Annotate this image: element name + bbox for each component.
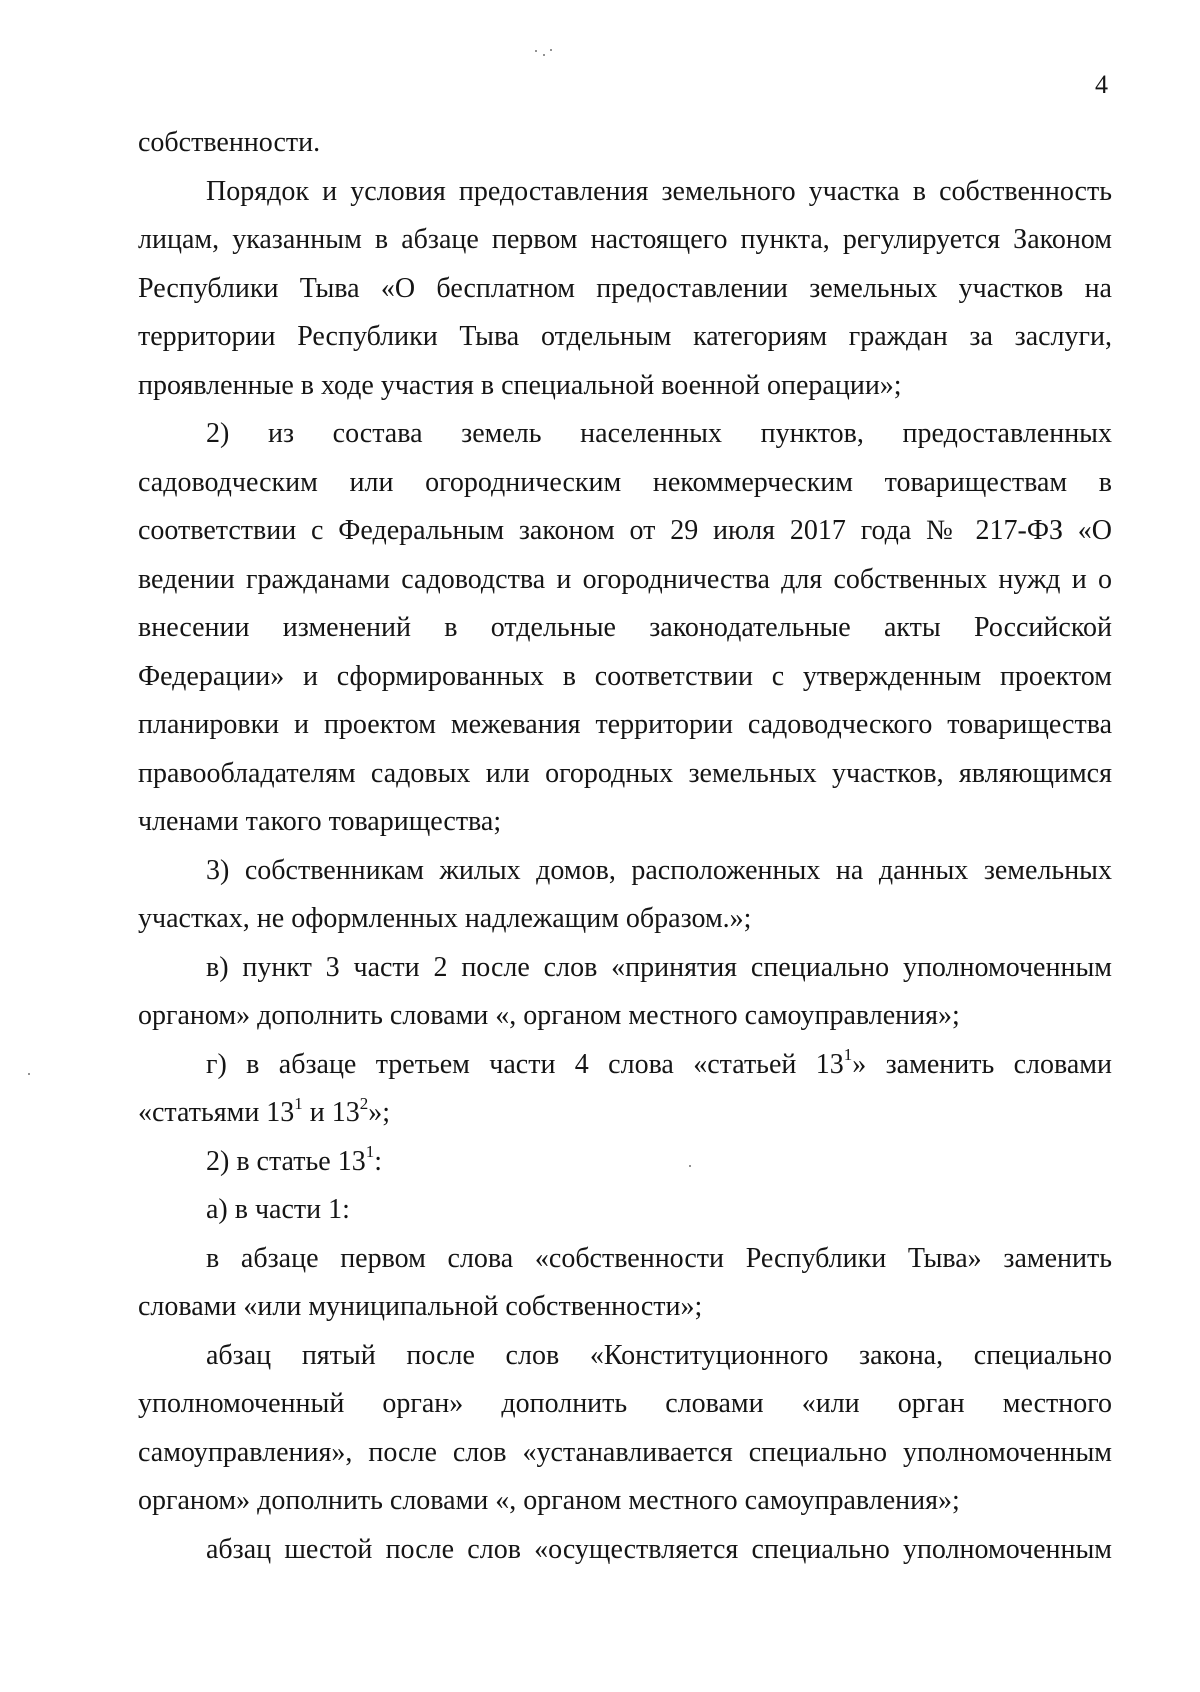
paragraph-abzac-1 [138, 1235, 1112, 1332]
superscript: 1 [294, 1093, 303, 1113]
paragraph-item-a [138, 1186, 1112, 1235]
scan-speck [535, 50, 537, 52]
text-line: уполномоченный орган» дополнить словами «или орган местного [138, 1388, 1112, 1419]
text-line: органом» дополнить словами «, органом местного самоуправления»; [138, 1000, 960, 1031]
text-line: Порядок и условия предоставления земельного участка в собственность [206, 175, 1112, 207]
text-fragment: г) в абзаце третьем части 4 слова «статьей 13 [206, 1048, 844, 1080]
text-line: внесении изменений в отдельные законодательные акты Российской [138, 612, 1112, 643]
text-line: территории Республики Тыва отдельным категориям граждан за заслуги, [138, 321, 1112, 352]
text-line: 2) из состава земель населенных пунктов, предоставленных [206, 418, 1112, 449]
paragraph-abzac-6 [138, 1526, 1112, 1575]
text-line: соответствии с Федеральным законом от 29 июля 2017 года № 217-ФЗ «О [138, 515, 1112, 546]
paragraph-item-2 [138, 410, 1112, 847]
text-line [138, 1041, 1112, 1090]
paragraph-abzac-5 [138, 1332, 1112, 1526]
superscript: 1 [843, 1045, 853, 1065]
text-fragment: «статьями 13 [138, 1097, 295, 1128]
text-line: лицам, указанным в абзаце первом настоящего пункта, регулируется Законом [138, 224, 1112, 255]
text-fragment: 2) в статье 13 [206, 1145, 366, 1177]
text-line: ведении гражданами садоводства и огородничества для собственных нужд и о [138, 563, 1112, 595]
text-line: садоводческим или огородническим некоммерческим товариществам в [138, 466, 1112, 498]
scan-speck [689, 1165, 691, 1167]
text-line: Федерации» и сформированных в соответствии с утвержденным проектом [138, 660, 1112, 692]
superscript: 2 [359, 1093, 369, 1113]
text-line: проявленные в ходе участия в специальной военной операции»; [138, 369, 902, 401]
text-line: органом» дополнить словами «, органом местного самоуправления»; [138, 1485, 960, 1516]
text-line: словами «или муниципальной собственности»; [138, 1291, 703, 1322]
text-fragment: и 13 [302, 1097, 360, 1128]
text-line: в) пункт 3 части 2 после слов «принятия специально уполномоченным [206, 951, 1112, 983]
text-line: а) в части 1: [206, 1194, 350, 1225]
text-line [138, 1138, 1112, 1187]
paragraph-item-v [138, 944, 1112, 1041]
text-line: абзац шестой после слов «осуществляется специально уполномоченным [206, 1533, 1112, 1565]
text-fragment: » заменить словами [852, 1048, 1112, 1080]
paragraph-continuation [138, 119, 1112, 168]
paragraph-article-13-1 [138, 1138, 1112, 1187]
page-number: 4 [1095, 70, 1108, 99]
superscript: 1 [365, 1142, 375, 1162]
text-line: самоуправления», после слов «устанавливается специально уполномоченным [138, 1436, 1112, 1468]
paragraph-item-3 [138, 847, 1112, 944]
scan-speck [543, 54, 545, 56]
text-line: планировки и проектом межевания территории садоводческого товарищества [138, 709, 1112, 740]
text-line: Республики Тыва «О бесплатном предоставлении земельных участков на [138, 272, 1112, 304]
text-fragment: »; [368, 1097, 391, 1128]
text-line: собственности. [138, 127, 321, 158]
text-fragment: : [374, 1145, 382, 1177]
document-body [138, 119, 1112, 1574]
scan-speck [550, 49, 552, 51]
text-line: правообладателям садовых или огородных земельных участков, являющимся [138, 757, 1112, 789]
text-line: абзац пятый после слов «Конституционного закона, специально [206, 1339, 1112, 1371]
text-line: участках, не оформленных надлежащим образом.»; [138, 903, 752, 934]
scan-speck [28, 1073, 30, 1075]
text-line: членами такого товарищества; [138, 806, 502, 837]
paragraph-procedure [138, 168, 1112, 411]
paragraph-item-g [138, 1041, 1112, 1138]
text-line: 3) собственникам жилых домов, расположенных на данных земельных [206, 854, 1112, 886]
text-line: в абзаце первом слова «собственности Республики Тыва» заменить [206, 1242, 1112, 1274]
text-line [138, 1089, 1112, 1138]
